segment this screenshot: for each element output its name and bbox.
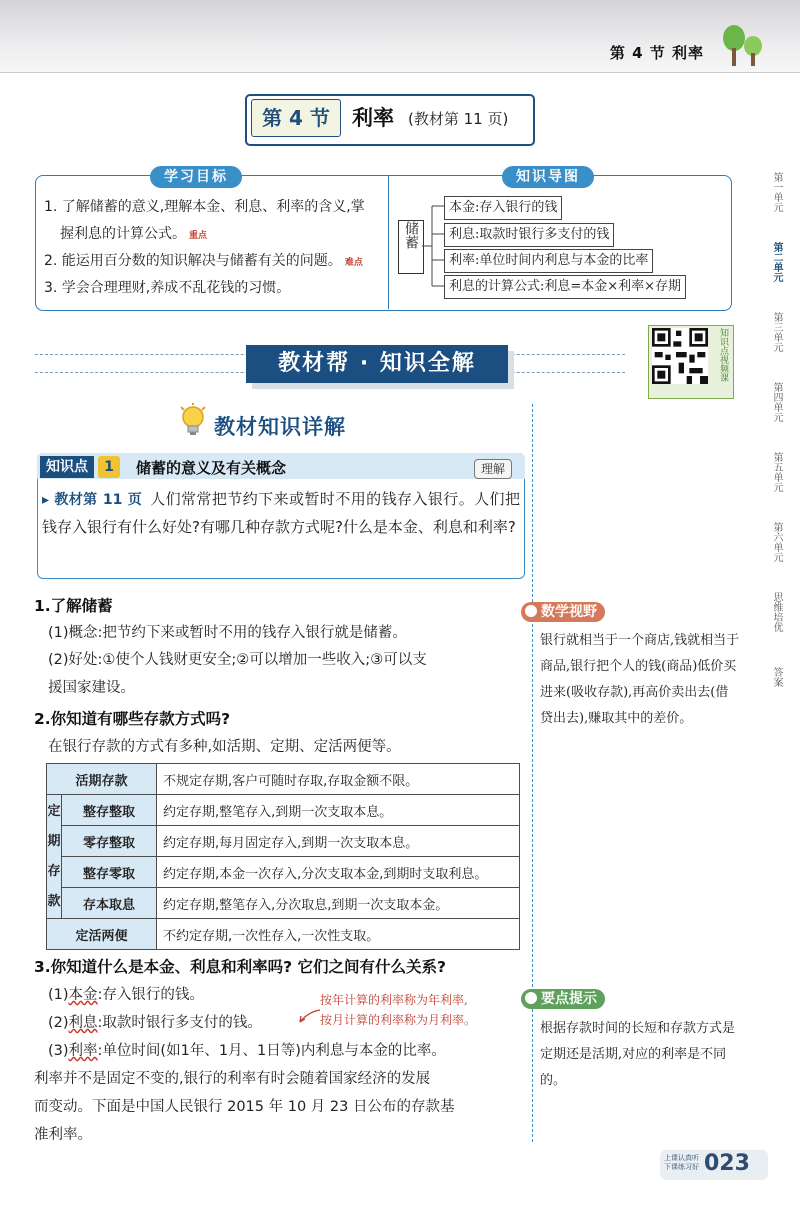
benefit-line: (2)好处:①使个人钱财更安全;②可以增加一些收入;③可以支 <box>48 652 427 668</box>
footer-slogan: 上课认真听 下课练习好 <box>664 1154 699 1171</box>
knowledge-point-title: 储蓄的意义及有关概念 <box>136 459 287 477</box>
table-cell-type: 整存整取 <box>62 795 157 826</box>
body-paragraph: 而变动。下面是中国人民银行 2015 年 10 月 23 日公布的存款基 <box>34 1099 455 1115</box>
header-title: 第 4 节 利率 <box>609 44 704 62</box>
lightbulb-icon <box>178 403 208 439</box>
math-view-label: 数学视野 <box>521 602 605 622</box>
annotation-arrow <box>296 1006 322 1026</box>
section-name: 利率 <box>352 106 394 130</box>
concept-line: (1)概念:把节约下来或暂时不用的钱存入银行就是储蓄。 <box>48 625 407 641</box>
goal-item: 1. 了解储蓄的意义,理解本金、利息、利率的含义,掌 <box>44 199 365 215</box>
table-cell-type: 零存整取 <box>62 826 157 857</box>
math-view-text: 银行就相当于一个商店,钱就相当于商品,银行把个人的钱(商品)低价买进来(吸收存款),再高价卖出去(借贷出去),赚取其中的差价。 <box>540 633 740 726</box>
right-column-rule <box>532 404 533 1142</box>
banner-title: 教材帮 · 知识全解 <box>246 345 508 383</box>
term-principal: 本金 <box>68 987 98 1003</box>
heading-part-3: 3.你知道什么是本金、利息和利率吗? 它们之间有什么关系? <box>34 958 447 976</box>
textbook-source: ▸ 教材第 11 页 <box>42 492 143 508</box>
deposit-table <box>46 763 520 950</box>
table-cell-desc: 约定存期,每月固定存入,到期一次支取本息。 <box>157 826 520 857</box>
unit-sidebar <box>752 162 800 722</box>
table-row <box>47 795 520 826</box>
heading-part-1: 1.了解储蓄 <box>34 597 113 615</box>
map-item: 利率:单位时间内利息与本金的比率 <box>444 249 653 273</box>
definition-line: (1)本金:存入银行的钱。 <box>48 987 204 1003</box>
table-row <box>47 888 520 919</box>
map-root: 储蓄 <box>398 220 424 274</box>
sidebar-item-unit-2[interactable]: 第二单元 <box>771 242 782 282</box>
map-connector <box>422 198 444 298</box>
difficulty-tag: 难点 <box>344 258 363 268</box>
understand-badge: 理解 <box>474 459 512 479</box>
goals-label: 学习目标 <box>150 166 242 188</box>
knowledge-point-text: ▸ 教材第 11 页 人们常常把节约下来或暂时不用的钱存入银行。人们把钱存入银行有什么好处?有哪几种存款方式呢?什么是本金、利息和利率? <box>42 490 520 536</box>
box-divider <box>388 176 389 309</box>
goal-item: 3. 学会合理理财,养成不乱花钱的习惯。 <box>44 280 291 296</box>
page-number: 023 <box>704 1151 750 1176</box>
table-cell-desc: 约定存期,整笔存入,到期一次支取本息。 <box>157 795 520 826</box>
body-paragraph: 利率并不是固定不变的,银行的利率有时会随着国家经济的发展 <box>34 1071 431 1087</box>
knowledge-point-label: 知识点 <box>40 456 94 478</box>
sidebar-item-thinking[interactable]: 思维培优 <box>771 592 782 632</box>
definition-line: (3)利率:单位时间(如1年、1月、1日等)内利息与本金的比率。 <box>48 1043 446 1059</box>
table-row <box>47 764 520 795</box>
table-cell-type: 定活两便 <box>47 919 157 950</box>
knowledge-point-number: 1 <box>98 456 120 478</box>
section-source: (教材第 11 页) <box>408 110 509 128</box>
sidebar-item-unit-1[interactable]: 第一单元 <box>771 172 782 212</box>
goal-item: 2. 能运用百分数的知识解决与储蓄有关的问题。 难点 <box>44 250 363 274</box>
tree-icon <box>720 22 766 68</box>
key-tip-text: 根据存款时间的长短和存款方式是定期还是活期,对应的利率是不同的。 <box>540 1021 736 1088</box>
term-interest: 利息 <box>68 1015 98 1031</box>
heading-part-2: 2.你知道有哪些存款方式吗? <box>34 710 231 728</box>
key-tip-label: 要点提示 <box>521 989 605 1009</box>
map-item: 利息:取款时银行多支付的钱 <box>444 223 614 247</box>
table-cell-desc: 约定存期,整笔存入,分次取息,到期一次支取本金。 <box>157 888 520 919</box>
sidebar-item-unit-6[interactable]: 第六单元 <box>771 522 782 562</box>
definition-line: (2)利息:取款时银行多支付的钱。 <box>48 1015 262 1031</box>
section-number: 第 4 节 <box>251 99 341 137</box>
map-label: 知识导图 <box>502 166 594 188</box>
term-rate: 利率 <box>68 1043 98 1059</box>
annotation-note: 按年计算的利率称为年利率, 按月计算的利率称为月利率。 <box>320 993 477 1027</box>
map-item: 利息的计算公式:利息=本金×利率×存期 <box>444 275 686 299</box>
table-row <box>47 919 520 950</box>
goal-item: 握利息的计算公式。 重点 <box>60 223 207 247</box>
subsection-title: 教材知识详解 <box>214 415 346 439</box>
table-row <box>47 857 520 888</box>
map-item: 本金:存入银行的钱 <box>444 196 562 220</box>
table-row <box>47 826 520 857</box>
table-cell-desc: 不规定存期,客户可随时存取,存取金额不限。 <box>157 764 520 795</box>
part-2-intro: 在银行存款的方式有多种,如活期、定期、定活两便等。 <box>48 739 401 755</box>
sidebar-item-unit-4[interactable]: 第四单元 <box>771 382 782 422</box>
table-group-label: 定 期 存 款 <box>47 795 62 919</box>
table-cell-type: 整存零取 <box>62 857 157 888</box>
table-cell-desc: 约定存期,本金一次存入,分次支取本金,到期时支取利息。 <box>157 857 520 888</box>
body-paragraph: 准利率。 <box>34 1127 92 1143</box>
table-cell-type: 存本取息 <box>62 888 157 919</box>
sidebar-item-unit-3[interactable]: 第三单元 <box>771 312 782 352</box>
table-cell-desc: 不约定存期,一次性存入,一次性支取。 <box>157 919 520 950</box>
benefit-line: 援国家建设。 <box>48 680 135 696</box>
qr-caption: 知识点视频课 <box>718 328 728 382</box>
sidebar-item-answers[interactable]: 答案 <box>771 667 782 687</box>
table-cell-type: 活期存款 <box>47 764 157 795</box>
sidebar-item-unit-5[interactable]: 第五单元 <box>771 452 782 492</box>
qr-code-icon[interactable] <box>652 328 708 384</box>
key-point-tag: 重点 <box>189 231 208 241</box>
